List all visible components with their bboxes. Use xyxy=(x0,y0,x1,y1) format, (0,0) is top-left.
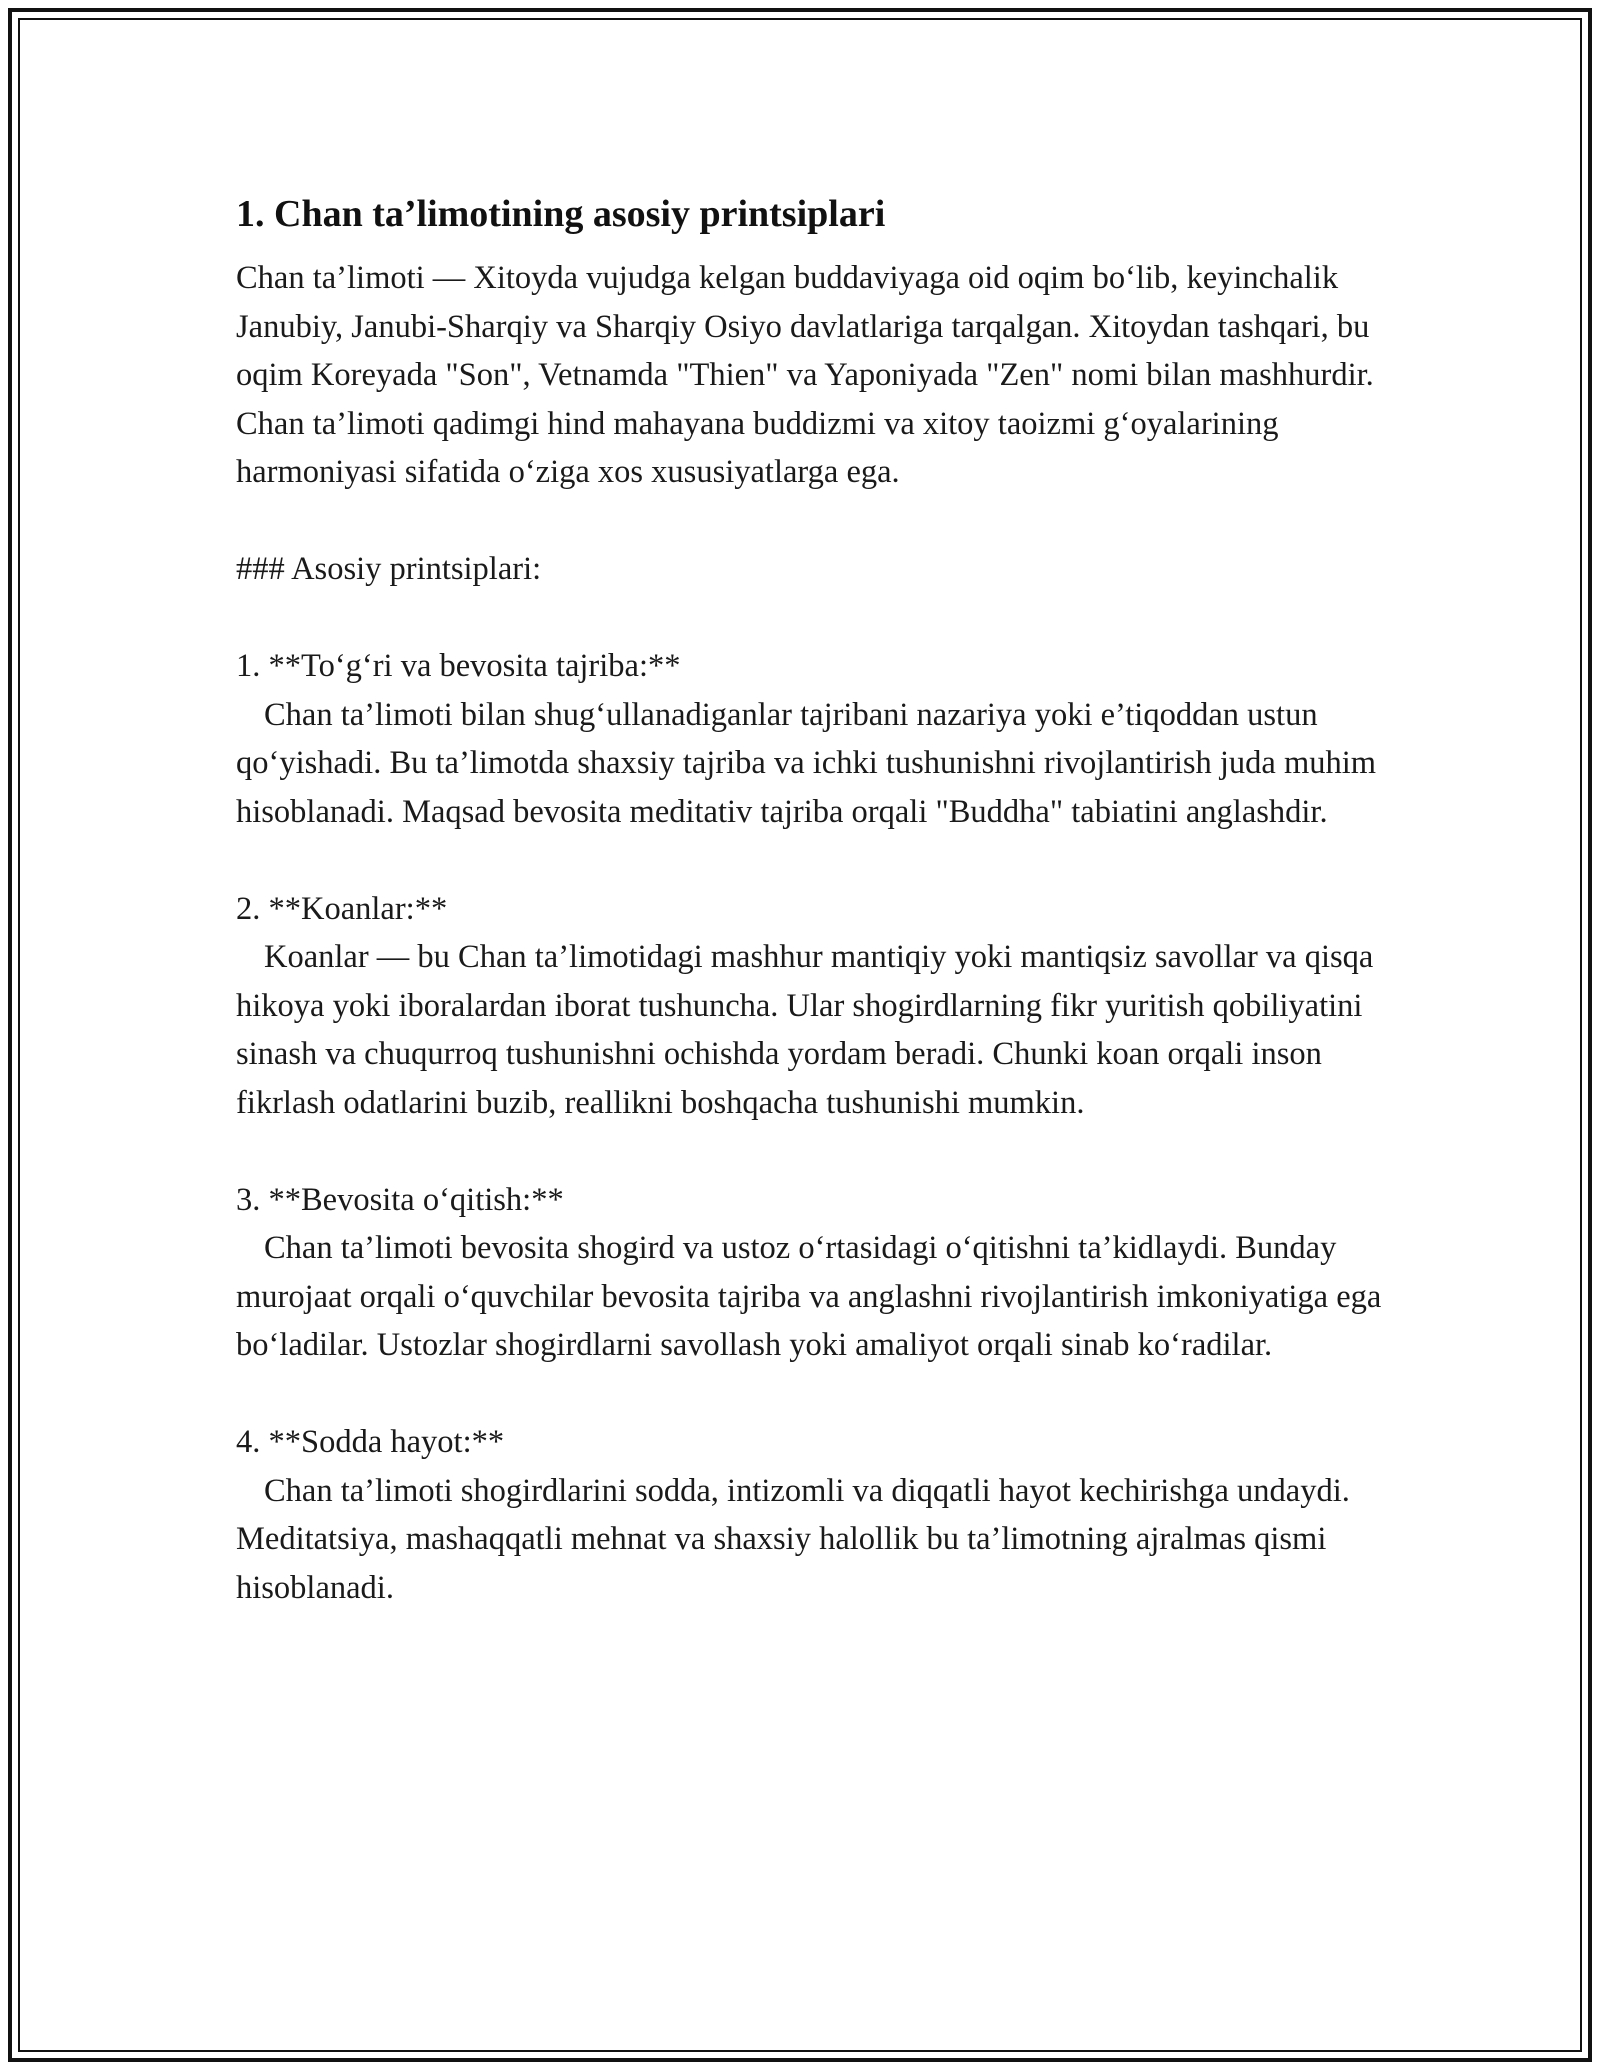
document-title: 1. Chan ta’limotining asosiy printsiplari xyxy=(236,193,886,235)
section-heading: ### Asosiy printsiplari: xyxy=(236,551,542,587)
principle-body: Chan ta’limoti bilan shug‘ullanadiganlar tajribani nazariya yoki e’tiqoddan ustun qo‘yishadi. Bu ta’limotda shaxsiy tajriba va ichki tushunishni rivojlantirish juda muhim hisoblanadi. Maqsad bevosita meditativ tajriba orqali "Buddha" tabiatini anglashdir. xyxy=(236,696,1377,830)
principle-body: Chan ta’limoti shogirdlarini sodda, intizomli va diqqatli hayot kechirishga undaydi. Meditatsiya, mashaqqatli mehnat va shaxsiy halollik bu ta’limotning ajralmas qismi hisoblanadi. xyxy=(236,1472,1350,1606)
principle-item-3 xyxy=(236,1176,1396,1370)
principle-heading: 3. **Bevosita o‘qitish:** xyxy=(236,1181,564,1218)
spacer xyxy=(236,497,1396,546)
principle-item-2 xyxy=(236,885,1396,1128)
spacer xyxy=(236,1370,1396,1419)
spacer xyxy=(236,1127,1396,1176)
spacer xyxy=(236,594,1396,643)
principle-body: Koanlar — bu Chan ta’limotidagi mashhur mantiqiy yoki mantiqsiz savollar va qisqa hikoya yoki iboralardan iborat tushuncha. Ular shogirdlarning fikr yuritish qobiliyatini sinash va chuqurroq tushunishni ochishda yordam beradi. Chunki koan orqali inson fikrlash odatlarini buzib, reallikni boshqacha tushunishi mumkin. xyxy=(236,939,1374,1121)
principle-item-1 xyxy=(236,642,1396,836)
principle-heading: 4. **Sodda hayot:** xyxy=(236,1424,505,1460)
principle-heading: 1. **To‘g‘ri va bevosita tajriba:** xyxy=(236,648,681,684)
principle-heading: 2. **Koanlar:** xyxy=(236,890,448,927)
principle-item-4 xyxy=(236,1418,1396,1612)
document-body xyxy=(236,190,1396,1612)
spacer xyxy=(236,836,1396,885)
intro-paragraph: Chan ta’limoti — Xitoyda vujudga kelgan buddaviyaga oid oqim bo‘lib, keyinchalik Janubiy, Janubi-Sharqiy va Sharqiy Osiyo davlatlariga tarqalgan. Xitoydan tashqari, bu oqim Koreyada "Son", Vetnamda "Thien" va Yaponiyada "Zen" nomi bilan mashhurdir. Chan ta’limoti qadimgi hind mahayana buddizmi va xitoy taoizmi g‘oyalarining harmoniyasi sifatida o‘ziga xos xususiyatlarga ega. xyxy=(236,260,1374,490)
principle-body: Chan ta’limoti bevosita shogird va ustoz o‘rtasidagi o‘qitishni ta’kidlaydi. Bunday murojaat orqali o‘quvchilar bevosita tajriba va anglashni rivojlantirish imkoniyatiga ega bo‘ladilar. Ustozlar shogirdlarni savollash yoki amaliyot orqali sinab ko‘radilar. xyxy=(236,1230,1382,1363)
